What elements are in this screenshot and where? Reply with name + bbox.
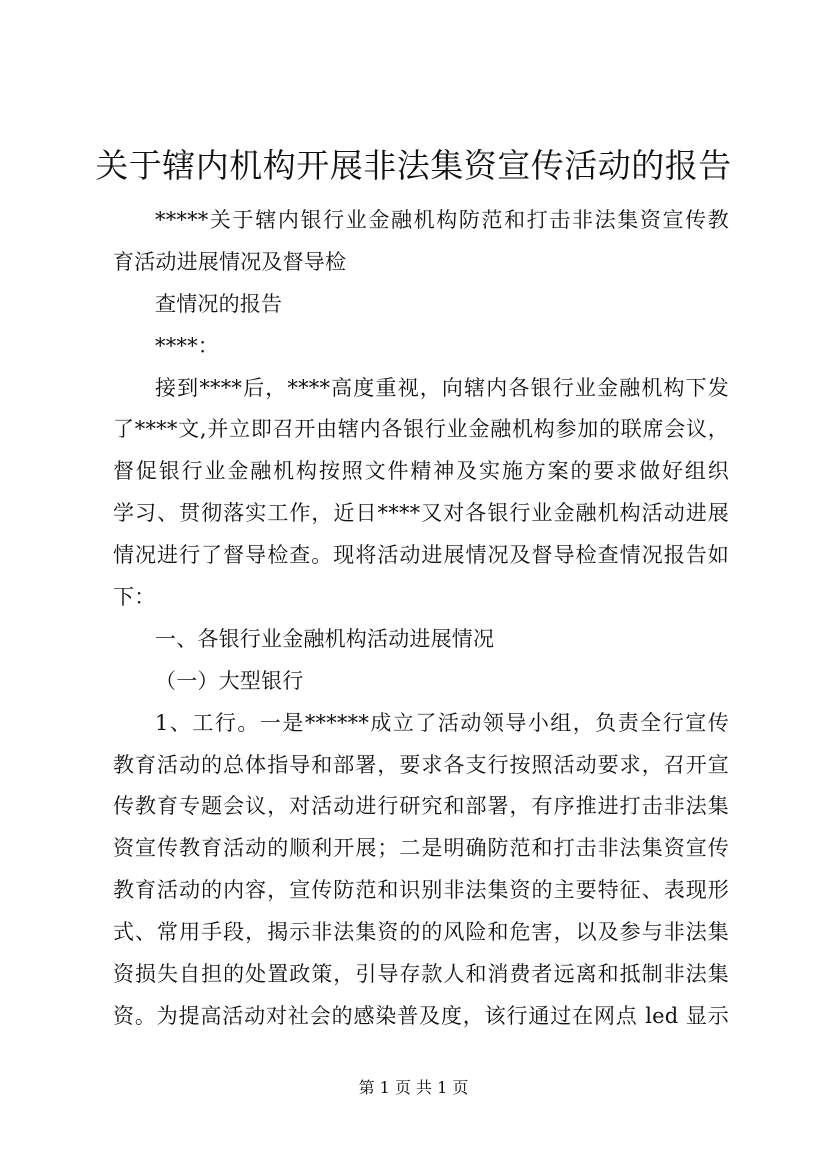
document-title: 关于辖内机构开展非法集资宣传活动的报告 (95, 146, 732, 185)
body-line: 教育活动的总体指导和部署，要求各支行按照活动要求，召开宣 (113, 752, 729, 777)
section-heading: 一、各银行业金融机构活动进展情况 (155, 626, 495, 651)
body-line: 教育活动的内容，宣传防范和识别非法集资的主要特征、表现形 (113, 878, 729, 903)
body-line: 传教育专题会议，对活动进行研究和部署，有序推进打击非法集 (113, 794, 729, 819)
subsection-heading: （一）大型银行 (155, 668, 304, 693)
body-line: 情况进行了督导检查。现将活动进展情况及督导检查情况报告如 (113, 543, 729, 568)
document-body (113, 200, 729, 1038)
body-line: 督促银行业金融机构按照文件精神及实施方案的要求做好组织 (113, 459, 729, 484)
body-line: 育活动进展情况及督导检 (113, 249, 347, 274)
body-line: 式、常用手段，揭示非法集资的的风险和危害，以及参与非法集 (113, 920, 729, 945)
body-line: 资宣传教育活动的顺利开展；二是明确防范和打击非法集资宣传 (113, 836, 729, 861)
body-line: ****： (155, 333, 219, 358)
body-line: *****关于辖内银行业金融机构防范和打击非法集资宣传教 (155, 208, 729, 232)
body-line: 资。为提高活动对社会的感染普及度，该行通过在网点 led 显示 (113, 1003, 729, 1028)
body-line: 接到****后，****高度重视，向辖内各银行业金融机构下发 (155, 375, 729, 400)
body-line: 1、工行。一是******成立了活动领导小组，负责全行宣传 (155, 710, 729, 735)
body-line: 查情况的报告 (155, 291, 283, 316)
body-line: 了****文,并立即召开由辖内各银行业金融机构参加的联席会议， (113, 417, 729, 442)
body-line: 下： (113, 585, 156, 610)
page-number-footer: 第 1 页 共 1 页 (358, 1078, 469, 1097)
body-line: 资损失自担的处置政策，引导存款人和消费者远离和抵制非法集 (113, 962, 729, 987)
body-line: 学习、贯彻落实工作，近日****又对各银行业金融机构活动进展 (113, 501, 729, 526)
